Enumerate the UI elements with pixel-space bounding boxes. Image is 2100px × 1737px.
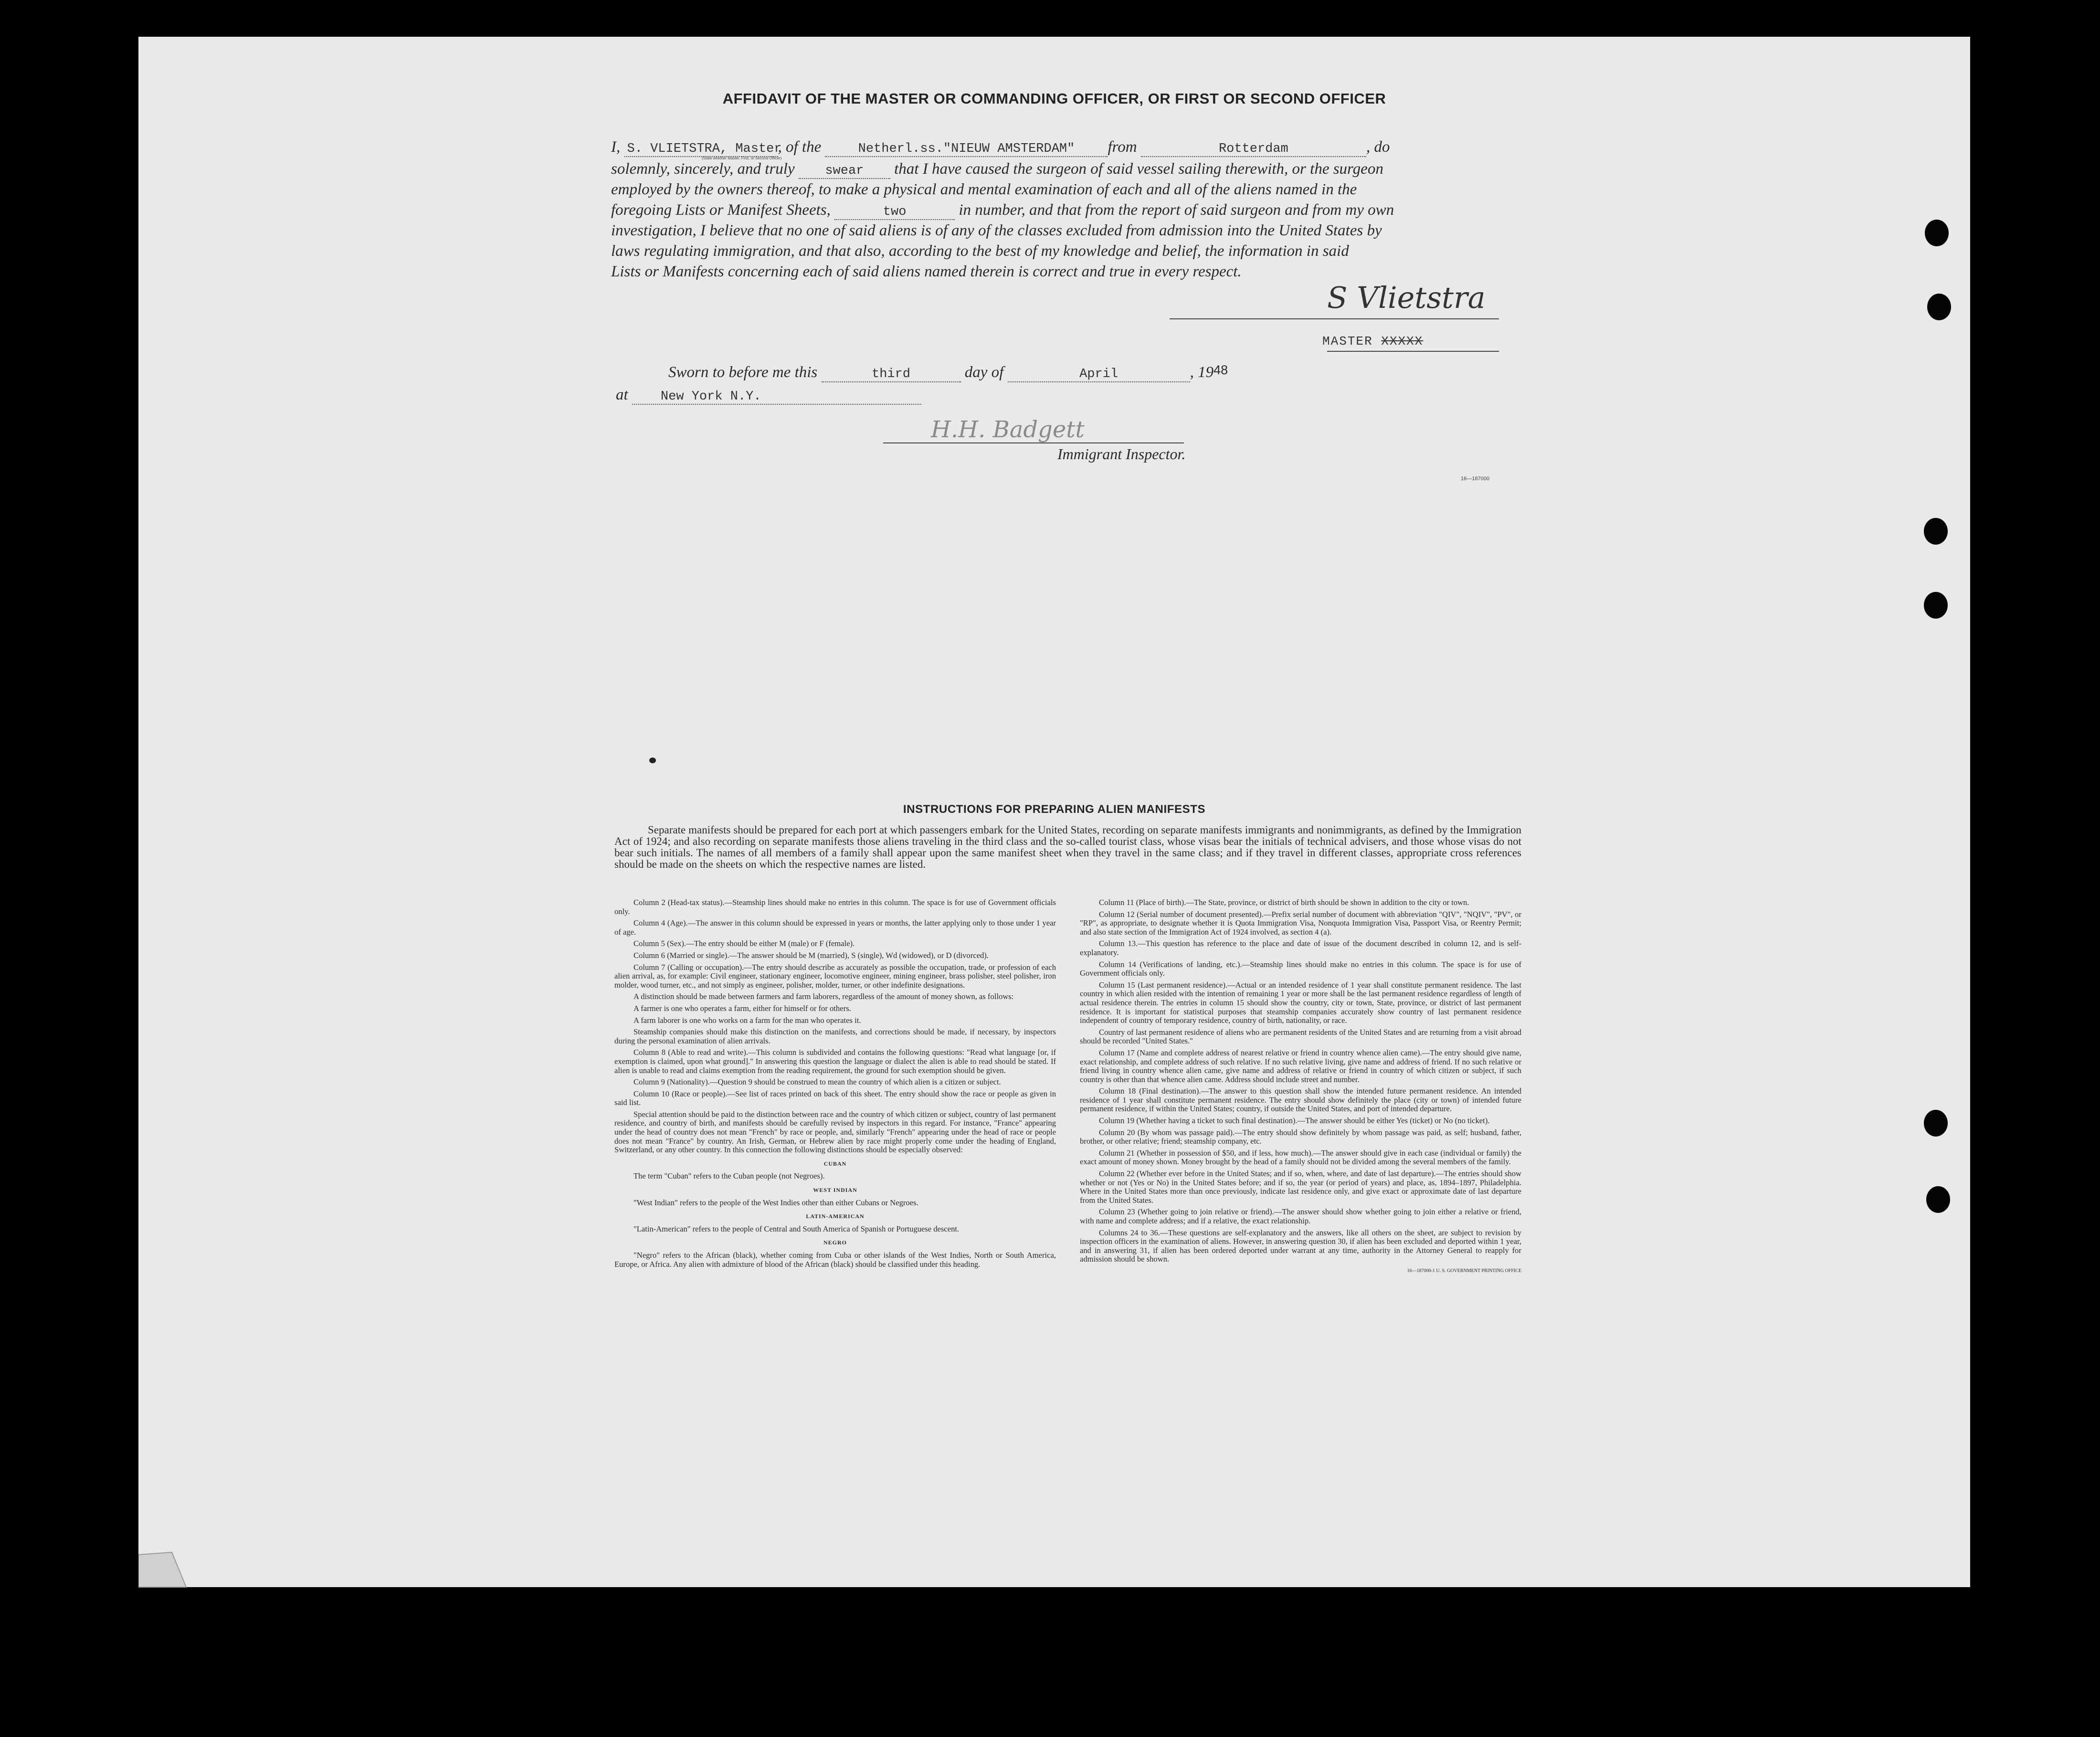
inspector-signature-line	[883, 442, 1184, 443]
inspector-signature: H.H. Badgett	[931, 416, 1085, 443]
officer-hint: (State whether Master, First, or Second Officer)	[702, 156, 782, 160]
instruction-item: Column 22 (Whether ever before in the United States; and if so, when, where, and date of last departure).—The entries should show whether or not (Yes or No) in the United States before; and if so, the year (or period of years) and place, as, 1894–1897, Philadelphia. Where in the United States more than once previously, indicate last residence only, and give exact or approximate date of last departure from the United States.	[1080, 1169, 1521, 1205]
affidavit-line-2: solemnly, sincerely, and truly swear that I have caused the surgeon of said vessel sailing therewith, or the surgeon	[611, 160, 1383, 178]
curled-corner	[138, 1526, 201, 1588]
punch-hole	[1924, 1110, 1948, 1137]
instruction-item: Column 11 (Place of birth).—The State, province, or district of birth should be shown in addition to the city or town.	[1099, 898, 1469, 907]
instruction-item: Column 20 (By whom was passage paid).—The entry should show definitely by whom passage was paid, as self; husband, father, brother, or other relative; friend; steamship company, etc.	[1080, 1127, 1521, 1146]
instruction-item: Steamship companies should make this distinction on the manifests, and corrections should be made, if necessary, by inspectors during the personal examination of alien arrivals.	[614, 1027, 1056, 1045]
sheet-count-field: two	[834, 205, 955, 220]
instruction-item: A distinction should be made between farmers and farm laborers, regardless of the amount of money shown, as follows:	[633, 992, 1014, 1001]
punch-hole	[1927, 294, 1951, 320]
instruction-item: Column 12 (Serial number of document presented).—Prefix serial number of document with abbreviation "QIV", "NQIV", "PV", or "RP", as appropriate, to designate whether it is Quota Immigration Visa, Nonquota Immigration Visa, Passport Visa, or Reentry Permit; and also state section of the Immigration Act of 1924 involved, as section 4 (a).	[1080, 909, 1521, 937]
curled-corner-shape	[138, 1552, 186, 1587]
inspector-label: Immigrant Inspector.	[1057, 445, 1186, 463]
document-sheet	[138, 37, 1970, 1587]
instruction-item: Column 18 (Final destination).—The answer to this question shall show the intended future permanent residence. An intended residence of 1 year shall constitute permanent residence. The entry should show definitely the place (city or town) of intended future permanent residence, if within the United States; country, if outside the United States, and port of intended departure.	[1080, 1086, 1521, 1114]
instruction-item: Column 9 (Nationality).—Question 9 should be construed to mean the country of which alien is a citizen or subject.	[633, 1077, 1001, 1087]
master-title: MASTER XXXXX	[1322, 334, 1424, 348]
affidavit-line-4: foregoing Lists or Manifest Sheets, two in number, and that from the report of said surgeon and from my own	[611, 201, 1394, 219]
affidavit-line-6: laws regulating immigration, and that also, according to the best of my knowledge and belief, the information in said	[611, 242, 1349, 260]
affidavit-form-code: 16—187000	[1461, 476, 1489, 482]
instruction-item: A farm laborer is one who works on a farm for the man who operates it.	[633, 1015, 861, 1025]
instruction-item: Column 6 (Married or single).—The answer should be M (married), S (single), Wd (widowed), or D (divorced).	[633, 950, 989, 960]
ink-dot	[649, 758, 656, 763]
instruction-item: Column 19 (Whether having a ticket to such final destination).—The answer should be either Yes (ticket) or No (no ticket).	[1099, 1116, 1490, 1126]
heading-west-indian: WEST INDIAN	[813, 1187, 857, 1194]
instruction-item: "Latin-American" refers to the people of Central and South America of Spanish or Portuguese descent.	[633, 1224, 960, 1233]
instruction-item: Column 23 (Whether going to join relative or friend).—The answer should show whether going to join either a relative or friend, with name and complete address; and if a relative, the exact relationship.	[1080, 1207, 1521, 1225]
affidavit-line-3: employed by the owners thereof, to make a physical and mental examination of each and all of the aliens named in the	[611, 181, 1357, 198]
affidavit-line-1: I, S. VLIETSTRA, Master, of the Netherl.ss."NIEUW AMSTERDAM" from Rotterdam , do	[611, 138, 1390, 156]
title-line	[1327, 351, 1499, 352]
punch-hole	[1924, 592, 1948, 619]
sworn-day-field: third	[822, 367, 961, 382]
instruction-item: "West Indian" refers to the people of the West Indies other than either Cubans or Negroes.	[633, 1198, 918, 1207]
master-signature: S Vlietstra	[1327, 280, 1486, 315]
signature-line	[1170, 318, 1499, 319]
instructions-footer-code: 16—187000-1 U. S. GOVERNMENT PRINTING OFFICE	[1407, 1268, 1521, 1274]
punch-hole	[1924, 518, 1948, 545]
instruction-item: Column 7 (Calling or occupation).—The entry should describe as accurately as possible the occupation, trade, or profession of each alien arrival, as, for example: Civil engineer, stationary engineer, locomotive engineer, mining engineer, brass polisher, steel polisher, iron molder, wood turner, etc., and not simply as engineer, polisher, molder, turner, or other indefinite designations.	[614, 962, 1056, 990]
departure-port-field: Rotterdam	[1141, 142, 1366, 157]
punch-hole	[1925, 220, 1949, 246]
instruction-item: Column 17 (Name and complete address of nearest relative or friend in country whence alien came).—The entry should give name, exact relationship, and complete address of such relative. If no such relative living, give name and address of friend. If no such relative or friend living in country whence alien came, give name and address of relative or friend in country of which citizen or subject, if such country is other than that whence alien came. Address should include street and number.	[1080, 1048, 1521, 1084]
sworn-line: Sworn to before me this third day of April , 1948	[668, 363, 1228, 381]
instruction-item: Column 14 (Verifications of landing, etc.).—Steamship lines should make no entries in this column. The space is for use of Government officials only.	[1080, 959, 1521, 978]
oath-field: swear	[799, 164, 890, 179]
sworn-month-field: April	[1008, 367, 1190, 382]
instruction-item: Column 8 (Able to read and write).—This column is subdivided and contains the following questions: "Read what language [or, if exemption is claimed, upon what ground]." In answering this question the language or dialect the alien is able to read should be stated. If alien is unable to read and claims exemption from the reading requirement, the ground for such exemption should be given.	[614, 1048, 1056, 1075]
instruction-item: "Negro" refers to the African (black), whether coming from Cuba or other islands of the West Indies, North or South America, Europe, or Africa. Any alien with admixture of blood of the African (black) should be classified under this heading.	[614, 1251, 1056, 1269]
affidavit-line-7: Lists or Manifests concerning each of said aliens named therein is correct and true in every respect.	[611, 263, 1242, 280]
heading-cuban: CUBAN	[823, 1160, 847, 1167]
officer-name-field: S. VLIETSTRA, Master	[624, 142, 778, 157]
instruction-item: Column 2 (Head-tax status).—Steamship lines should make no entries in this column. The space is for use of Government officials only.	[614, 898, 1056, 916]
punch-hole	[1926, 1186, 1950, 1213]
instruction-item: Column 15 (Last permanent residence).—Actual or an intended residence of 1 year shall constitute permanent residence. The last country in which alien resided with the intention of remaining 1 year or more shall be the last permanent residence regardless of length of actual residence therein. The entries in column 15 should show the country, city or town, State, province, or district of last permanent residence. It is important for statistical purposes that steamship companies accurately show country of last permanent residence independent of country of temporary residence, country of birth, nationality, or race.	[1080, 980, 1521, 1025]
instructions-title: INSTRUCTIONS FOR PREPARING ALIEN MANIFESTS	[903, 803, 1206, 816]
instructions-intro: Separate manifests should be prepared for each port at which passengers embark for the United States, recording on separate manifests immigrants and nonimmigrants, as defined by the Immigration Act of 1924; and also recording on separate manifests those aliens traveling in the third class and the so-called tourist class, whose visas bear the initials of technical advisers, and those whose visas do not bear such initials. The names of all members of a family shall appear upon the same manifest sheet when they travel in the same class; and if they travel in different classes, appropriate cross references should be made on the sheets on which the respective names are listed.	[614, 824, 1521, 870]
heading-latin-american: LATIN-AMERICAN	[806, 1213, 865, 1220]
vessel-name-field: Netherl.ss."NIEUW AMSTERDAM"	[825, 142, 1108, 157]
instructions-right-column	[1080, 898, 1521, 1279]
affidavit-line-5: investigation, I believe that no one of said aliens is of any of the classes excluded from admission into the United States by	[611, 222, 1382, 239]
instruction-item: Column 13.—This question has reference to the place and date of issue of the document described in column 12, and is self-explanatory.	[1080, 939, 1521, 957]
instruction-item: The term "Cuban" refers to the Cuban people (not Negroes).	[633, 1171, 825, 1181]
instruction-item: A farmer is one who operates a farm, either for himself or for others.	[633, 1003, 851, 1013]
instructions-left-column	[614, 898, 1056, 1272]
instruction-item: Country of last permanent residence of aliens who are permanent residents of the United States and are returning from a visit abroad should be recorded "United States."	[1080, 1027, 1521, 1046]
instruction-item: Special attention should be paid to the distinction between race and the country of which citizen or subject, country of last permanent residence, and country of birth, and manifests should be carefully revised by inspectors in this regard. For instance, "France" appearing under the head of country does not mean "French" by race or people, and, similarly "French" appearing under the head of race or people does not mean "France" by country. An Irish, German, or Hebrew alien by race might properly come under the heading of England, Switzerland, or any other country. In this connection the following distinctions should be especially observed:	[614, 1109, 1056, 1155]
sworn-place-line: at New York N.Y.	[616, 386, 921, 405]
sworn-year-field: 48	[1214, 363, 1228, 377]
struck-title: XXXXX	[1381, 334, 1424, 348]
instruction-item: Column 5 (Sex).—The entry should be either M (male) or F (female).	[633, 939, 855, 948]
instruction-item: Column 4 (Age).—The answer in this column should be expressed in years or months, the latter applying only to those under 1 year of age.	[614, 918, 1056, 937]
instruction-item: Column 21 (Whether in possession of $50, and if less, how much).—The answer should give in each case (individual or family) the exact amount of money shown. Money brought by the head of a family should not be divided among the several members of the family.	[1080, 1148, 1521, 1167]
sworn-place-field: New York N.Y.	[632, 390, 921, 405]
heading-negro: NEGRO	[823, 1239, 847, 1246]
instruction-item: Columns 24 to 36.—These questions are self-explanatory and the answers, like all others on the sheet, are subject to revision by inspection officers in the examination of aliens. However, in answering question 30, if alien has been excluded and deported within 1 year, and in answering 31, if alien has been ordered deported under warrant at any time, authority in the Attorney General to reapply for admission should be shown.	[1080, 1228, 1521, 1264]
affidavit-title: AFFIDAVIT OF THE MASTER OR COMMANDING OFFICER, OR FIRST OR SECOND OFFICER	[722, 90, 1386, 107]
instruction-item: Column 10 (Race or people).—See list of races printed on back of this sheet. The entry should show the race or people as given in said list.	[614, 1089, 1056, 1107]
